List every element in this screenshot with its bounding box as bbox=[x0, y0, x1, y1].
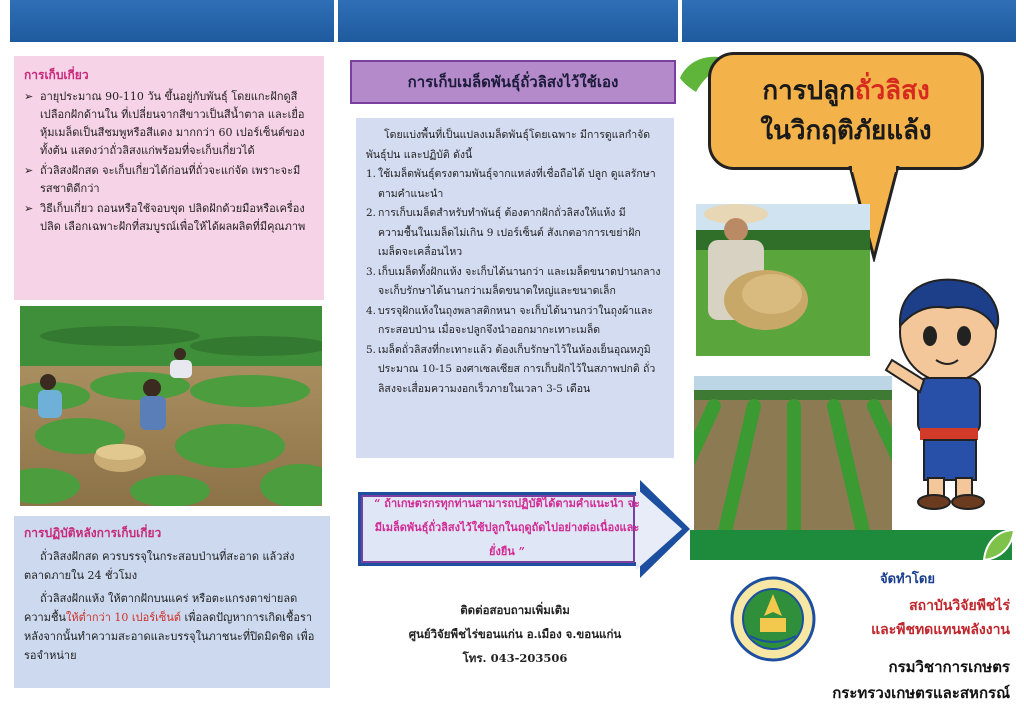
contact-address: ศูนย์วิจัยพืชไร่ขอนแก่น อ.เมือง จ.ขอนแก่น bbox=[408, 627, 622, 641]
seed-item-text: เมล็ดถั่วลิสงที่กะเทาะแล้ว ต้องเก็บรักษาไว้ในห้องเย็นอุณหภูมิประมาณ 10-15 องศาเซลเซียส การเก็บฝักไว้ในสภาพปกติ ถั่วลิสงจะเสื่อมความงอกเร็วภายในเวลา 3-5 เดือน bbox=[378, 343, 656, 395]
top-bar-right bbox=[682, 0, 1016, 42]
cover-title-bubble bbox=[708, 52, 984, 170]
seed-item-text: ใช้เมล็ดพันธุ์ตรงตามพันธุ์จากแหล่งที่เชื่อถือได้ ปลูก ดูแลรักษาตามคำแนะนำ bbox=[378, 168, 656, 200]
farmer-photo bbox=[696, 204, 870, 356]
harvest-bullet-text: ถั่วลิสงฝักสด จะเก็บเกี่ยวได้ก่อนที่ถั่วจะแก่จัด เพราะจะมีรสชาติดีกว่า bbox=[40, 164, 301, 195]
seed-section-title: การเก็บเมล็ดพันธุ์ถั่วลิสงไว้ใช้เอง bbox=[350, 60, 676, 104]
department-seal-logo bbox=[730, 576, 816, 662]
harvest-section bbox=[14, 56, 324, 300]
arrow-bullet-icon: ➢ bbox=[24, 202, 34, 215]
seed-item-text: เก็บเมล็ดทั้งฝักแห้ง จะเก็บได้นานกว่า และเมล็ดขนาดปานกลาง จะเก็บรักษาได้นานกว่าเมล็ดขนาดใหญ่และขนาดเล็ก bbox=[378, 265, 661, 297]
seed-item bbox=[366, 263, 664, 302]
seed-intro: โดยแบ่งพื้นที่เป็นแปลงเมล็ดพันธุ์โดยเฉพาะ มีการดูแลกำจัดพันธุ์ปน และปฏิบัติ ดังนี้ bbox=[366, 129, 651, 161]
harvest-title: การเก็บเกี่ยว bbox=[24, 68, 89, 82]
cover-title-line-2: ในวิกฤติภัยแล้ง bbox=[760, 116, 932, 146]
harvest-bullet-text: อายุประมาณ 90-110 วัน ขึ้นอยู่กับพันธุ์ โดยแกะฝักดูสีเปลือกฝักด้านใน ที่เปลี่ยนจากสีขาวเป็นสีน้ำตาล และเยื่อหุ้มเมล็ดเป็นสีชมพูหรือสีแดง มากกว่า 60 เปอร์เซ็นต์ของทั้งต้น แสดงว่าถั่วลิสงแก่พร้อมที่จะเก็บเกี่ยวได้ bbox=[40, 90, 305, 157]
post-harvest-para-1-text: ถั่วลิสงฝักสด ควรบรรจุในกระสอบป่านที่สะอาด แล้วส่งตลาดภายใน 24 ชั่วโมง bbox=[24, 550, 295, 582]
arrow-bullet-icon: ➢ bbox=[24, 90, 34, 103]
organizer-label: จัดทำโดย bbox=[880, 572, 935, 587]
ministry-name: กระทรวงเกษตรและสหกรณ์ bbox=[832, 684, 1010, 702]
arrow-bullet-icon: ➢ bbox=[24, 164, 34, 177]
cover-title-line-1 bbox=[762, 71, 929, 111]
post-harvest-para-2a: ถั่วลิสงฝักแห้ง ให้ตากฝักบนแคร่ หรือตะแกรงตาข่ายลดความชื้น bbox=[24, 592, 298, 624]
institute-name bbox=[830, 594, 1010, 642]
seed-item-number: 1. bbox=[366, 168, 377, 180]
post-harvest-para-2 bbox=[24, 589, 320, 665]
seed-section bbox=[356, 118, 674, 458]
post-harvest-para-1 bbox=[24, 547, 320, 585]
top-bar-left bbox=[10, 0, 334, 42]
seed-item-number: 2. bbox=[366, 207, 377, 219]
harvest-bullet bbox=[24, 162, 314, 198]
cartoon-boy-illustration bbox=[878, 274, 1012, 512]
post-harvest-highlight: ให้ต่ำกว่า 10 เปอร์เซ็นต์ bbox=[65, 611, 182, 624]
harvest-field-photo bbox=[20, 306, 322, 506]
department-name: กรมวิชาการเกษตร bbox=[888, 658, 1010, 676]
post-harvest-para-2b: เพื่อลดปัญหาการเกิดเชื้อรา หลังจากนั้นทำความสะอาดและบรรจุในภาชนะที่ปิดมิดชิด เพื่อรอจำหน่าย bbox=[24, 611, 315, 662]
seed-item-number: 5. bbox=[366, 343, 377, 356]
seed-item-number: 4. bbox=[366, 304, 377, 317]
seed-item-number: 3. bbox=[366, 265, 377, 278]
cover-title-a: การปลูก bbox=[762, 76, 855, 106]
small-leaf-icon bbox=[982, 528, 1016, 562]
contact-heading: ติดต่อสอบถามเพิ่มเติม bbox=[460, 603, 570, 617]
seed-item-text: การเก็บเมล็ดสำหรับทำพันธุ์ ต้องตากฝักถั่วลิสงให้แห้ง มีความชื้นในเมล็ดไม่เกิน 9 เปอร์เซ็นต์ สังเกตอาการเขย่าฝักเมล็ดจะเคลื่อนไหว bbox=[378, 207, 641, 258]
seed-quote: “ ถ้าเกษตรกรทุกท่านสามารถปฏิบัติได้ตามคำแนะนำ จะมีเมล็ดพันธุ์ถั่วลิสงไว้ใช้ปลูกในฤดูถัดไปอย่างต่อเนื่องและยั่งยืน ” bbox=[374, 497, 640, 558]
institute-line-2: และพืชทดแทนพลังงาน bbox=[871, 622, 1010, 638]
contact-info bbox=[356, 598, 674, 670]
green-bar bbox=[690, 530, 1012, 560]
top-bar-middle bbox=[338, 0, 678, 42]
seed-item bbox=[366, 204, 664, 263]
cover-title-b: ถั่วลิสง bbox=[854, 76, 930, 106]
seed-item bbox=[366, 165, 664, 204]
post-harvest-section bbox=[14, 516, 330, 688]
institute-line-1: สถาบันวิจัยพืชไร่ bbox=[909, 598, 1010, 614]
ministry-info bbox=[820, 654, 1010, 706]
post-harvest-title: การปฏิบัติหลังการเก็บเกี่ยว bbox=[24, 526, 162, 540]
harvest-bullet-text: วิธีเก็บเกี่ยว ถอนหรือใช้จอบขุด ปลิดฝักด้วยมือหรือเครื่องปลิด เลือกเฉพาะฝักที่สมบูรณ์เพื่อให้ได้ผลผลิตที่มีคุณภาพ bbox=[40, 202, 306, 233]
seed-item bbox=[366, 302, 664, 341]
harvest-bullet bbox=[24, 88, 314, 160]
peanut-field-photo bbox=[694, 376, 892, 530]
contact-phone: โทร. 043-203506 bbox=[462, 651, 568, 665]
seed-item bbox=[366, 341, 664, 400]
seed-item-text: บรรจุฝักแห้งในถุงพลาสติกหนา จะเก็บได้นานกว่าในถุงผ้าและกระสอบป่าน เมื่อจะปลูกจึงนำออกมากะเทาะเมล็ด bbox=[378, 304, 653, 336]
harvest-bullet bbox=[24, 200, 314, 236]
